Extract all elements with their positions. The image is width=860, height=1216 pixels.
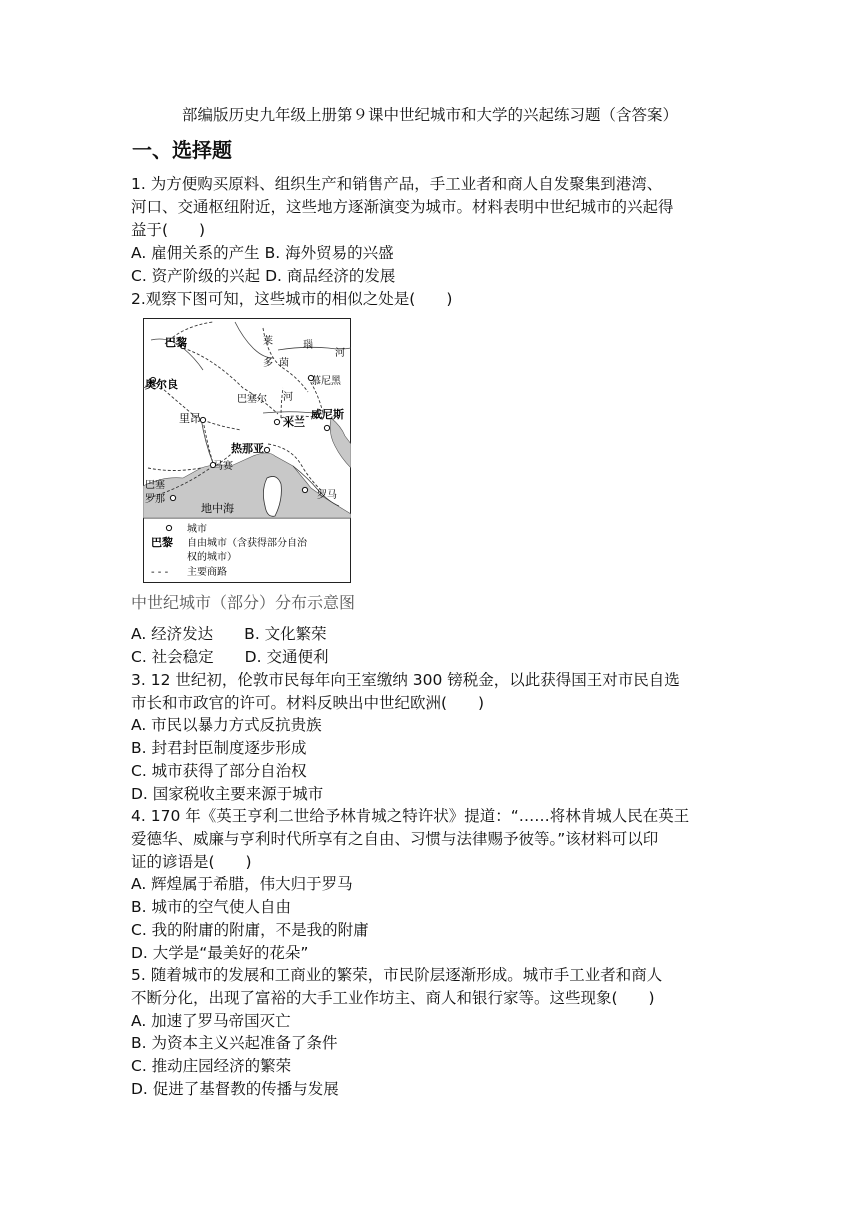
q1-line: 益于( ) bbox=[131, 221, 206, 239]
legend-free-city-1: 自由城市（含获得部分自治 bbox=[187, 538, 307, 549]
q1-option: A. 雇佣关系的产生 B. 海外贸易的兴盛 bbox=[131, 244, 394, 262]
q4-option: B. 城市的空气使人自由 bbox=[131, 898, 291, 916]
q1-line: 河口、交通枢纽附近，这些地方逐渐演变为城市。材料表明中世纪城市的兴起得 bbox=[131, 198, 674, 216]
label-venice: 威尼斯 bbox=[311, 408, 344, 421]
q4-line: 4. 170 年《英王亨利二世给予林肯城之特许状》提道：“……将林肯城人民在英王 bbox=[131, 807, 690, 825]
city-marker-milan bbox=[274, 419, 279, 424]
q2-option: A. 经济发达 B. 文化繁荣 bbox=[131, 625, 327, 643]
q2-option: C. 社会稳定 D. 交通便利 bbox=[131, 648, 329, 666]
q1-option: C. 资产阶级的兴起 D. 商品经济的发展 bbox=[131, 267, 396, 285]
document-title: 部编版历史九年级上册第９课中世纪城市和大学的兴起练习题（含答案） bbox=[181, 106, 678, 124]
q3-line: 3. 12 世纪初，伦敦市民每年向王室缴纳 300 镑税金，以此获得国王对市民自选 bbox=[131, 671, 680, 689]
label-river-danube-1: 多 bbox=[263, 358, 273, 369]
label-lyon: 里昂 bbox=[179, 412, 201, 425]
q5-option: C. 推动庄园经济的繁荣 bbox=[131, 1057, 292, 1075]
label-mediterranean: 地中海 bbox=[201, 502, 234, 515]
label-river-danube-3: 瑙 bbox=[303, 340, 313, 351]
legend-city-marker bbox=[166, 525, 171, 530]
label-river-basel: 河 bbox=[283, 392, 293, 403]
city-marker-lyon bbox=[200, 417, 205, 422]
medieval-cities-map bbox=[143, 318, 351, 583]
label-genoa: 热那亚 bbox=[231, 442, 264, 455]
q5-option: A. 加速了罗马帝国灭亡 bbox=[131, 1012, 291, 1030]
legend-free-city-sample: 巴黎 bbox=[151, 536, 173, 549]
label-marseille: 马赛 bbox=[213, 461, 233, 472]
legend-city: 城市 bbox=[187, 524, 207, 535]
label-milan: 米兰 bbox=[283, 416, 305, 429]
q3-option: D. 国家税收主要来源于城市 bbox=[131, 785, 324, 803]
q4-option: C. 我的附庸的附庸，不是我的附庸 bbox=[131, 921, 369, 939]
q5-line: 不断分化，出现了富裕的大手工业作坊主、商人和银行家等。这些现象( ) bbox=[131, 989, 655, 1007]
legend-route-symbol: - - - bbox=[151, 567, 169, 578]
q4-option: D. 大学是“最美好的花朵” bbox=[131, 944, 309, 962]
label-river: 河 bbox=[335, 348, 345, 359]
label-barcelona-1: 巴塞 bbox=[145, 480, 165, 491]
q3-option: B. 封君封臣制度逐步形成 bbox=[131, 739, 307, 757]
q5-line: 5. 随着城市的发展和工商业的繁荣，市民阶层逐渐形成。城市手工业者和商人 bbox=[131, 966, 663, 984]
city-marker-barcelona bbox=[170, 495, 175, 500]
label-barcelona-2: 罗那 bbox=[145, 494, 165, 505]
label-paris: 巴黎 bbox=[165, 336, 187, 349]
city-marker-genoa bbox=[264, 447, 269, 452]
legend-route: 主要商路 bbox=[187, 567, 227, 578]
q4-line: 爱德华、威廉与亨利时代所享有之自由、习惯与法律赐予彼等。”该材料可以印 bbox=[131, 830, 659, 848]
q5-option: B. 为资本主义兴起准备了条件 bbox=[131, 1034, 338, 1052]
q3-line: 市长和市政官的许可。材料反映出中世纪欧洲( ) bbox=[131, 694, 485, 712]
label-river-danube-2: 茵 bbox=[279, 358, 289, 369]
q3-option: C. 城市获得了部分自治权 bbox=[131, 762, 307, 780]
legend-free-city-2: 权的城市） bbox=[187, 552, 237, 563]
q2-line: 2.观察下图可知，这些城市的相似之处是( ) bbox=[131, 290, 453, 308]
q5-option: D. 促进了基督教的传播与发展 bbox=[131, 1080, 339, 1098]
q3-option: A. 市民以暴力方式反抗贵族 bbox=[131, 716, 322, 734]
label-basel: 巴塞尔 bbox=[237, 394, 267, 405]
section-heading: 一、选择题 bbox=[132, 138, 232, 162]
q4-option: A. 辉煌属于希腊，伟大归于罗马 bbox=[131, 875, 353, 893]
label-munich: 慕尼黑 bbox=[311, 376, 341, 387]
city-marker-venice bbox=[324, 425, 329, 430]
q4-line: 证的谚语是( ) bbox=[131, 853, 252, 871]
map-caption: 中世纪城市（部分）分布示意图 bbox=[131, 593, 356, 612]
label-rome: 罗马 bbox=[317, 490, 337, 501]
q1-line: 1. 为方便购买原料、组织生产和销售产品，手工业者和商人自发聚集到港湾、 bbox=[131, 175, 663, 193]
label-river-rhine: 莱 bbox=[263, 336, 273, 347]
label-orleans: 奥尔良 bbox=[145, 378, 178, 391]
city-marker-rome bbox=[302, 487, 307, 492]
